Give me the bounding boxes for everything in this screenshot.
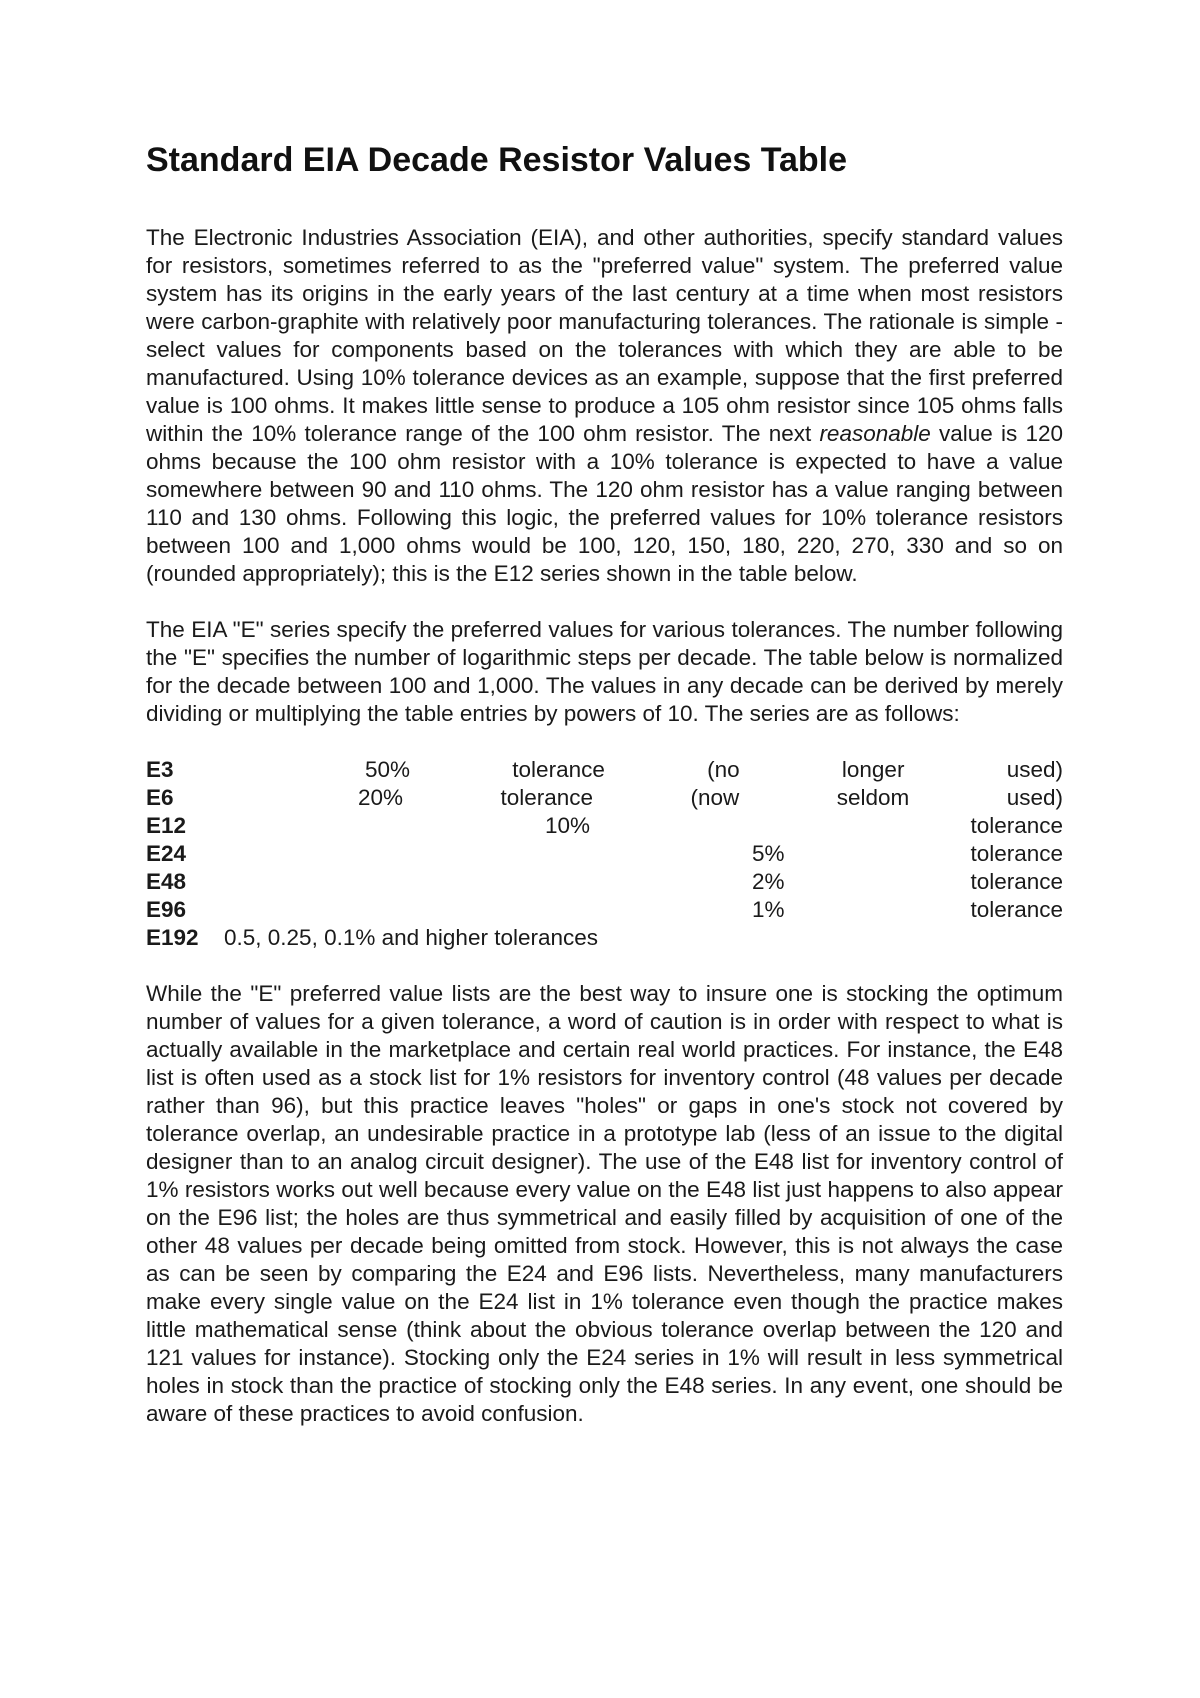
document-page xyxy=(146,140,1063,1428)
series-code: E6 xyxy=(146,785,174,810)
series-description xyxy=(224,896,1063,924)
series-word: 10% xyxy=(545,813,591,838)
intro-paragraph xyxy=(146,224,1063,588)
series-intro-paragraph: The EIA "E" series specify the preferred values for various tolerances. The number following the "E" specifies the number of logarithmic steps per decade. The table below is normalized for the decade between 100 and 1,000. The values in any decade can be derived by merely dividing or multiplying the table entries by powers of 10. The series are as follows: xyxy=(146,617,1063,726)
series-word: used) xyxy=(1006,785,1063,810)
page-title: Standard EIA Decade Resistor Values Table xyxy=(146,141,848,179)
series-word: tolerance xyxy=(970,897,1063,922)
series-row-e192 xyxy=(146,924,1063,952)
series-row-e12 xyxy=(146,812,1063,840)
series-word: longer xyxy=(841,757,905,782)
series-code: E192 xyxy=(146,925,199,950)
series-word: used) xyxy=(1006,757,1063,782)
series-description xyxy=(224,812,1063,840)
series-code: E12 xyxy=(146,813,187,838)
series-code: E48 xyxy=(146,869,187,894)
series-word: 1% xyxy=(752,897,785,922)
series-word: tolerance xyxy=(970,841,1063,866)
series-word: 50% xyxy=(365,757,411,782)
caution-paragraph: While the "E" preferred value lists are the best way to insure one is stocking the optimum number of values for a given tolerance, a word of caution is in order with respect to what is actually available in the marketplace and certain real world practices. For instance, the E48 list is often used as a stock list for 1% resistors for inventory control (48 values per decade rather than 96), but this practice leaves "holes" or gaps in one's stock not covered by tolerance overlap, an undesirable practice in a prototype lab (less of an issue to the digital designer than to an analog circuit designer). The use of the E48 list for inventory control of 1% resistors works out well because every value on the E48 list just happens to also appear on the E96 list; the holes are thus symmetrical and easily filled by acquisition of one of the other 48 values per decade being omitted from stock. However, this is not always the case as can be seen by comparing the E24 and E96 lists. Nevertheless, many manufacturers make every single value on the E24 list in 1% tolerance even though the practice makes little mathematical sense (think about the obvious tolerance overlap between the 120 and 121 values for instance). Stocking only the E24 series in 1% will result in less symmetrical holes in stock than the practice of stocking only the E48 series. In any event, one should be aware of these practices to avoid confusion. xyxy=(146,981,1063,1426)
series-description xyxy=(224,840,1063,868)
series-description: 0.5, 0.25, 0.1% and higher tolerances xyxy=(224,925,599,950)
series-row-e6 xyxy=(146,784,1063,812)
series-description xyxy=(224,784,1063,812)
intro-text-part2: value is 120 ohms because the 100 ohm resistor with a 10% tolerance is expected to have a value somewhere between 90 and 110 ohms. The 120 ohm resistor has a value ranging between 110 and 130 ohms. Following this logic, the preferred values for 10% tolerance resistors between 100 and 1,000 ohms would be 100, 120, 150, 180, 220, 270, 330 and so on (rounded appropriately); this is the E12 series shown in the table below. xyxy=(146,421,1063,586)
series-word: seldom xyxy=(836,785,910,810)
series-description xyxy=(224,756,1063,784)
series-description xyxy=(224,868,1063,896)
series-code: E96 xyxy=(146,897,187,922)
series-row-e24 xyxy=(146,840,1063,868)
series-word: 20% xyxy=(358,785,404,810)
series-word: 2% xyxy=(752,869,785,894)
series-word: tolerance xyxy=(500,785,594,810)
series-word: tolerance xyxy=(512,757,605,782)
series-word: tolerance xyxy=(970,869,1063,894)
series-code: E3 xyxy=(146,757,174,782)
series-word: (now xyxy=(690,785,740,810)
series-list xyxy=(146,756,1063,952)
intro-emphasis: reasonable xyxy=(819,421,931,446)
series-word: 5% xyxy=(752,841,785,866)
series-row-e3 xyxy=(146,756,1063,784)
intro-text-part1: The Electronic Industries Association (EIA), and other authorities, specify standard values for resistors, sometimes referred to as the "preferred value" system. The preferred value system has its origins in the early years of the last century at a time when most resistors were carbon-graphite with relatively poor manufacturing tolerances. The rationale is simple - select values for components based on the tolerances with which they are able to be manufactured. Using 10% tolerance devices as an example, suppose that the first preferred value is 100 ohms. It makes little sense to produce a 105 ohm resistor since 105 ohms falls within the 10% tolerance range of the 100 ohm resistor. The next xyxy=(146,225,1063,446)
series-row-e96 xyxy=(146,896,1063,924)
series-row-e48 xyxy=(146,868,1063,896)
series-code: E24 xyxy=(146,841,187,866)
series-word: tolerance xyxy=(970,813,1063,838)
series-word: (no xyxy=(707,757,740,782)
